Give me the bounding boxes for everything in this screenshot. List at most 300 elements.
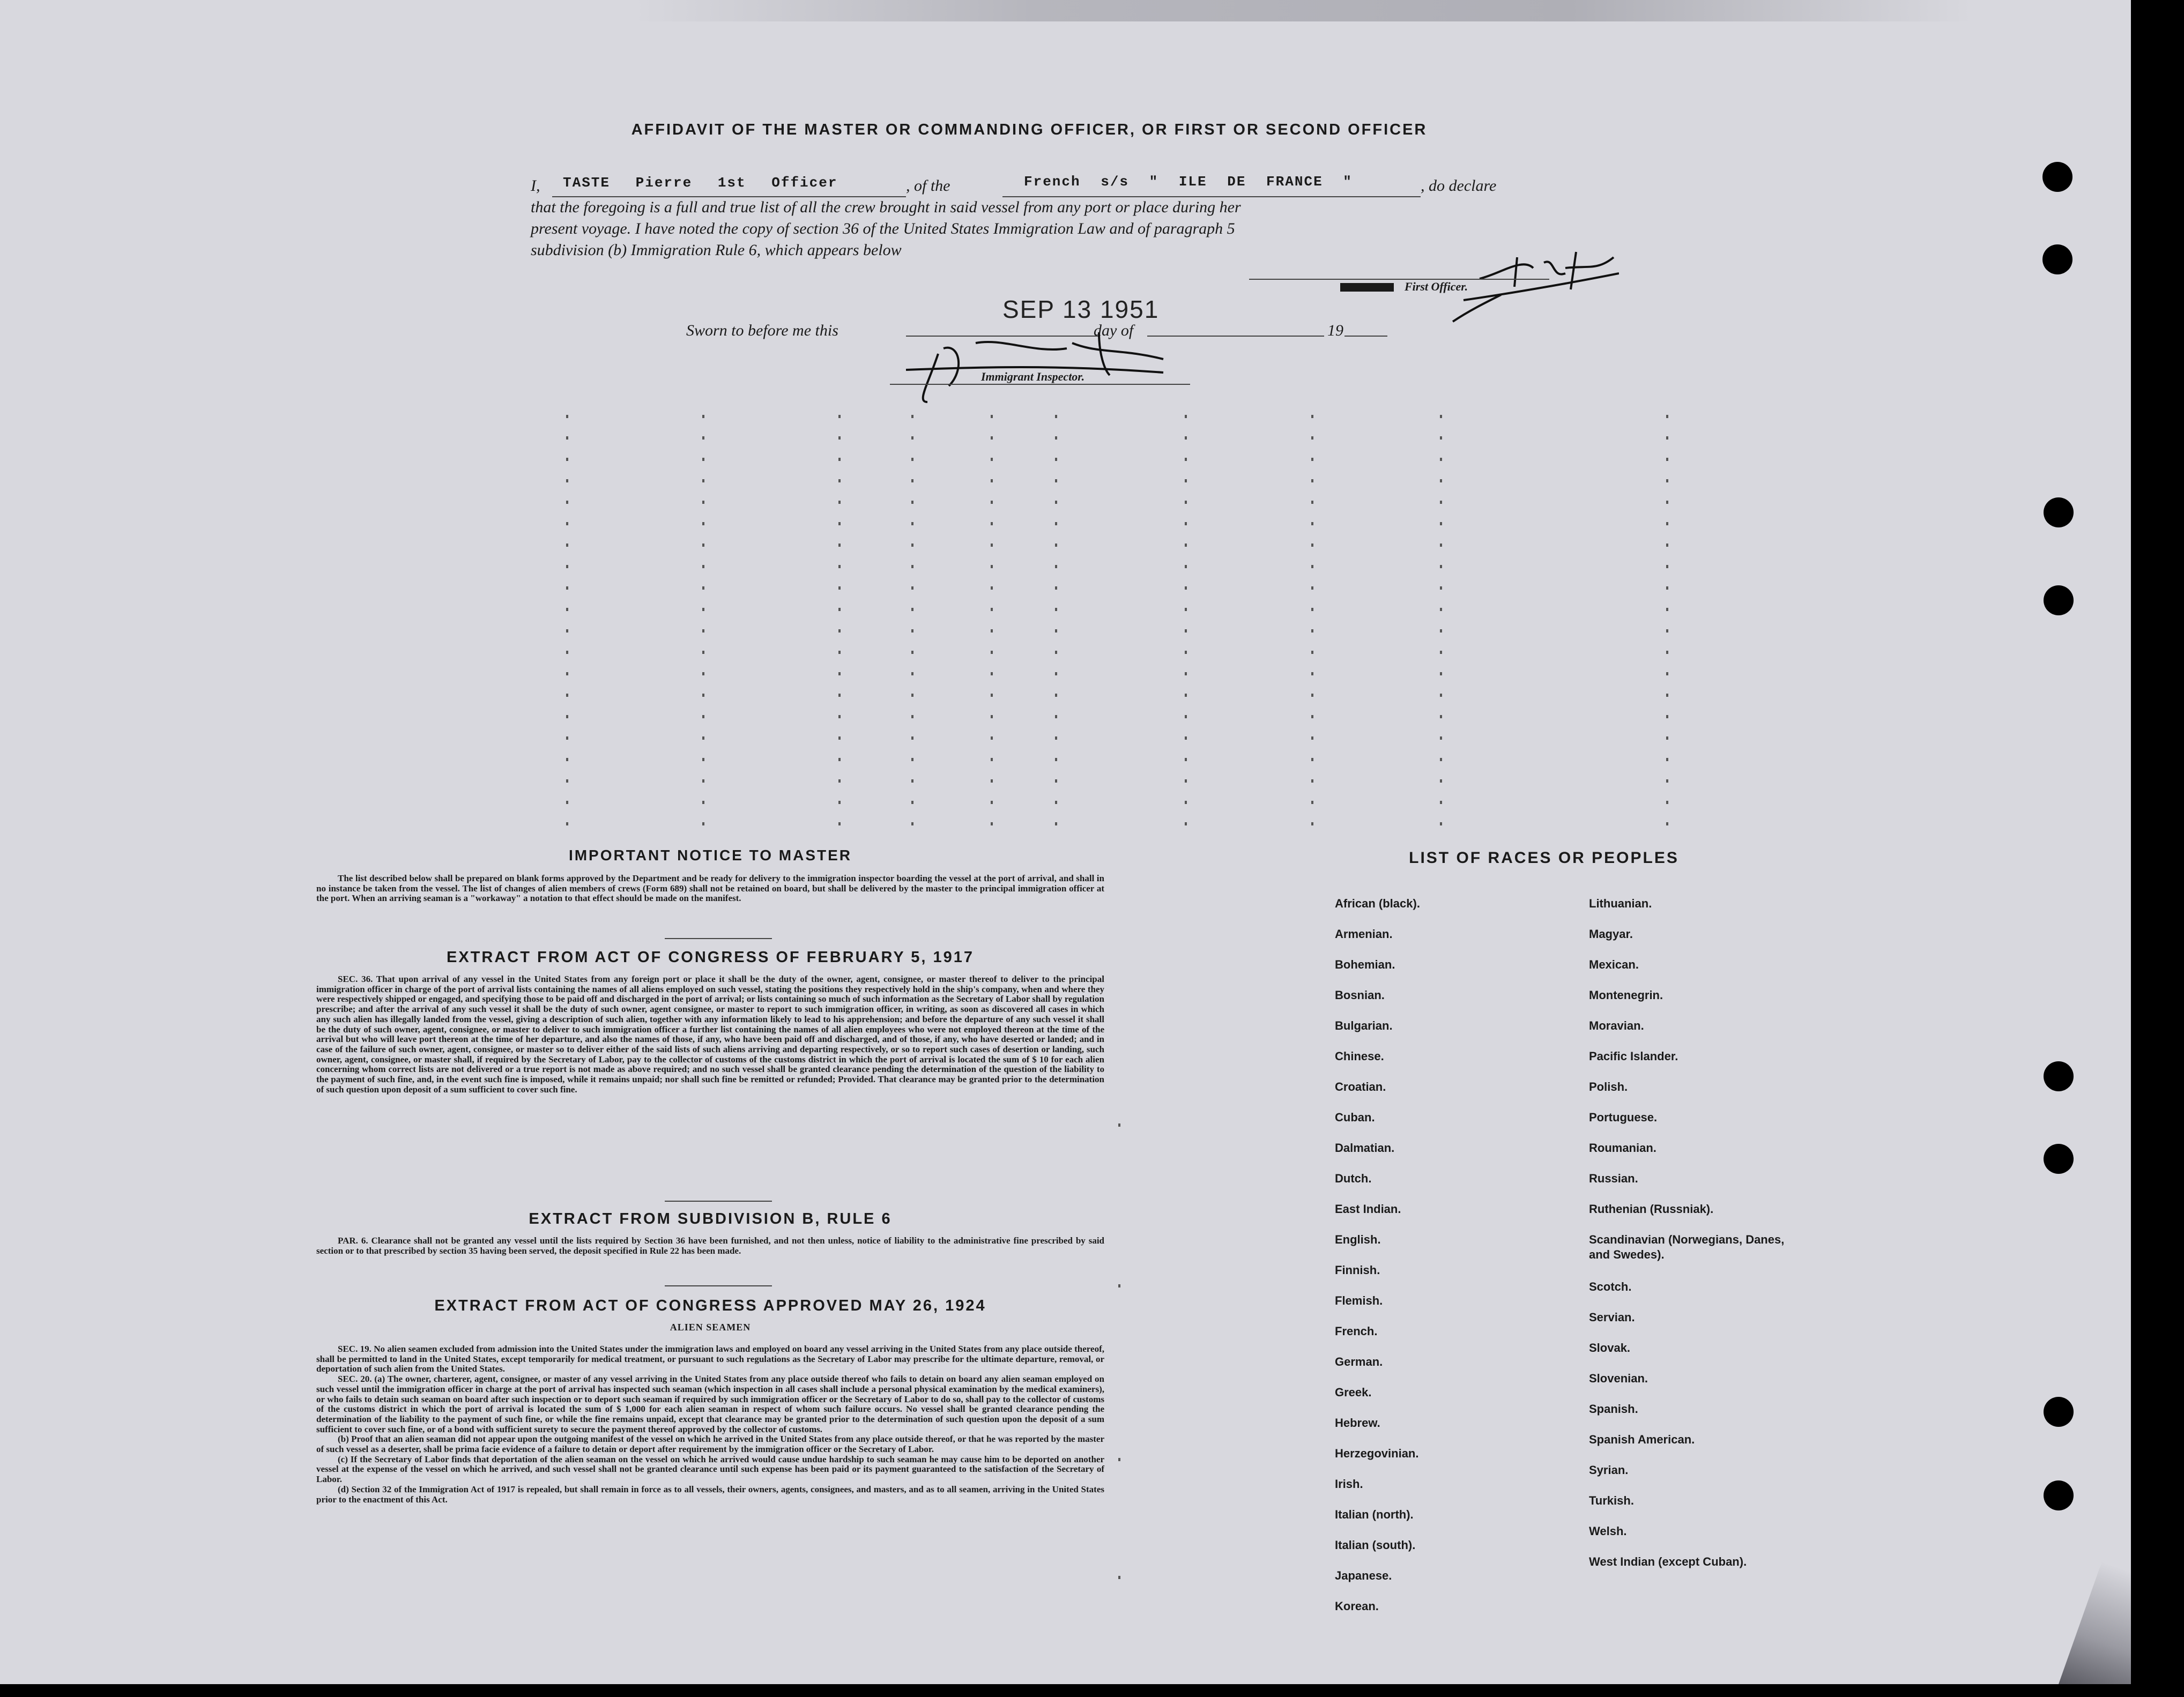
- officer-signature: [1340, 236, 1619, 327]
- race-col1-item: Armenian.: [1335, 927, 1393, 941]
- punch-hole: [2044, 1397, 2074, 1427]
- race-col2-item: Spanish.: [1589, 1402, 1638, 1416]
- race-col2-item: Russian.: [1589, 1172, 1638, 1185]
- guide-dot: [702, 436, 704, 440]
- pronoun-i: I,: [531, 177, 540, 195]
- guide-dot: [1118, 1576, 1120, 1579]
- guide-dot: [911, 629, 913, 632]
- guide-dot: [566, 736, 568, 740]
- guide-dot: [1311, 436, 1313, 440]
- inspector-label: Immigrant Inspector.: [981, 370, 1085, 383]
- guide-dot: [1185, 694, 1187, 697]
- race-col1-item: Cuban.: [1335, 1111, 1375, 1124]
- divider: [665, 1201, 772, 1202]
- punch-hole: [2044, 1144, 2074, 1174]
- guide-dot: [566, 522, 568, 525]
- guide-dot: [702, 544, 704, 547]
- guide-dot: [1311, 629, 1313, 632]
- guide-dot: [911, 608, 913, 611]
- guide-dot: [1185, 522, 1187, 525]
- race-col2-item: Spanish American.: [1589, 1433, 1695, 1446]
- guide-dot: [838, 651, 841, 654]
- guide-dot: [1311, 822, 1313, 825]
- guide-dot: [838, 822, 841, 825]
- punch-hole: [2042, 162, 2072, 192]
- guide-dot: [911, 544, 913, 547]
- rule6-title: EXTRACT FROM SUBDIVISION B, RULE 6: [529, 1210, 892, 1227]
- race-col2-item: West Indian (except Cuban).: [1589, 1555, 1747, 1568]
- guide-dot: [566, 608, 568, 611]
- guide-dot: [1666, 651, 1668, 654]
- guide-dot: [566, 544, 568, 547]
- sec20b-paragraph: (b) Proof that an alien seaman did not appear upon the outgoing manifest of the vessel on which he arrived in the United States from any place outside thereof, or that he was reported by the master of such vessel as a deserter, shall be prima facie evidence of a failure to detain or deport after requirement by the immigration officer or the Secretary of Labor.: [316, 1434, 1104, 1455]
- guide-dot: [1440, 415, 1442, 418]
- race-col1-item: Greek.: [1335, 1386, 1372, 1399]
- guide-dot: [1440, 779, 1442, 783]
- guide-dot: [991, 522, 993, 525]
- guide-dot: [991, 629, 993, 632]
- guide-dot: [1185, 544, 1187, 547]
- race-col2-item: Mexican.: [1589, 958, 1639, 971]
- guide-dot: [566, 779, 568, 783]
- guide-dot: [911, 501, 913, 504]
- guide-dot: [1055, 608, 1057, 611]
- guide-dot: [702, 501, 704, 504]
- guide-dot: [1666, 629, 1668, 632]
- race-col1-item: Dutch.: [1335, 1172, 1372, 1185]
- guide-dot: [838, 458, 841, 461]
- guide-dot: [566, 501, 568, 504]
- divider: [665, 938, 772, 939]
- guide-dot: [1440, 565, 1442, 568]
- guide-dot: [991, 458, 993, 461]
- race-col1-item: Finnish.: [1335, 1263, 1380, 1277]
- guide-dot: [566, 458, 568, 461]
- guide-dot: [991, 586, 993, 590]
- guide-dot: [838, 758, 841, 761]
- guide-dot: [1185, 822, 1187, 825]
- guide-dot: [1311, 801, 1313, 804]
- guide-dot: [1666, 694, 1668, 697]
- guide-dot: [911, 651, 913, 654]
- guide-dot: [1055, 415, 1057, 418]
- race-col2-item: Montenegrin.: [1589, 988, 1663, 1002]
- guide-dot: [1055, 522, 1057, 525]
- guide-dot: [1440, 758, 1442, 761]
- guide-dot: [991, 479, 993, 482]
- guide-dot: [1185, 801, 1187, 804]
- guide-dot: [702, 522, 704, 525]
- affidavit-line2: that the foregoing is a full and true list of all the crew brought in said vessel from any port or place during her: [531, 198, 1241, 216]
- race-col1-item: Chinese.: [1335, 1050, 1384, 1063]
- guide-dot: [838, 565, 841, 568]
- race-col1-item: East Indian.: [1335, 1202, 1401, 1216]
- race-col2-item: Slovenian.: [1589, 1372, 1648, 1385]
- punch-hole: [2044, 497, 2074, 527]
- guide-dot: [1666, 436, 1668, 440]
- year-underline: [1344, 336, 1387, 337]
- race-col1-item: Bosnian.: [1335, 988, 1385, 1002]
- guide-dot: [911, 522, 913, 525]
- guide-dot: [991, 736, 993, 740]
- race-col2-item: Welsh.: [1589, 1524, 1627, 1538]
- officer-title: First Officer.: [1405, 280, 1468, 293]
- guide-dot: [1311, 479, 1313, 482]
- guide-dot: [1185, 586, 1187, 590]
- guide-dot: [1440, 651, 1442, 654]
- guide-dot: [1055, 801, 1057, 804]
- guide-dot: [1440, 608, 1442, 611]
- sec20c-paragraph: (c) If the Secretary of Labor finds that deportation of the alien seaman on the vessel on which he arrived would cause undue hardship to such seaman he may cause him to be deported on another vessel at the expense of the vessel on which he arrived, and such vessel shall not be granted clearance until such expense has been paid or its payment guaranteed to the satisfaction of the Secretary of Labor.: [316, 1454, 1104, 1485]
- guide-dot: [991, 694, 993, 697]
- race-col1-item: English.: [1335, 1233, 1381, 1246]
- guide-dot: [991, 801, 993, 804]
- officer-signature-line: [1249, 279, 1549, 280]
- guide-dot: [1311, 501, 1313, 504]
- race-col2-item: Ruthenian (Russniak).: [1589, 1202, 1714, 1216]
- guide-dot: [566, 565, 568, 568]
- race-col1-item: Italian (north).: [1335, 1508, 1414, 1521]
- guide-dot: [702, 694, 704, 697]
- guide-dot: [991, 501, 993, 504]
- guide-dot: [1185, 479, 1187, 482]
- guide-dot: [1440, 694, 1442, 697]
- guide-dot: [1440, 715, 1442, 718]
- guide-dot: [991, 565, 993, 568]
- race-col2-item: Pacific Islander.: [1589, 1050, 1678, 1063]
- guide-dot: [991, 822, 993, 825]
- guide-dot: [566, 822, 568, 825]
- guide-dot: [1440, 522, 1442, 525]
- guide-dot: [1311, 736, 1313, 740]
- guide-dot: [1311, 672, 1313, 675]
- guide-dot: [702, 672, 704, 675]
- sec20a-paragraph: SEC. 20. (a) The owner, charterer, agent, consignee, or master of any vessel arriving in the United States from any place outside thereof who fails to detain on board any alien seaman employed on such vessel until the immigration officer in charge at the port of arrival has inspected such seaman (which inspection in all cases shall include a personal physical examination by the medical examiners), or who fails to detain such seaman on board after such inspection or to deport such seaman if required by such immigration officer or the Secretary of Labor to do so, shall pay to the collector of customs of the customs district in which the port of arrival is located the sum of $ 1,000 for each alien seaman in respect of whom such failure occurs. No vessel shall be granted clearance pending the determination of the liability to the payment of such fine, or while the fine remains unpaid, except that clearance may be granted prior to the determination of such question upon the deposit of a sum sufficient to cover such fine, or of a bond with sufficient surety to secure the payment thereof approved by the collector of customs.: [316, 1374, 1104, 1434]
- race-col1-item: German.: [1335, 1355, 1383, 1368]
- punch-hole: [2044, 1480, 2074, 1510]
- guide-dot: [1055, 436, 1057, 440]
- guide-dot: [838, 501, 841, 504]
- race-col1-item: Dalmatian.: [1335, 1141, 1395, 1155]
- guide-dot: [1666, 758, 1668, 761]
- race-col1-item: Hebrew.: [1335, 1416, 1380, 1430]
- extract-1924-body: [316, 1344, 1104, 1505]
- guide-dot: [1311, 586, 1313, 590]
- guide-dot: [566, 672, 568, 675]
- guide-dot: [1118, 1284, 1120, 1287]
- day-of-label: day of: [1094, 322, 1134, 339]
- guide-dot: [911, 479, 913, 482]
- notice-paragraph: The list described below shall be prepared on blank forms approved by the Department and be ready for delivery to the immigration inspector boarding the vessel at the port of arrival, and shall in no instance be taken from the vessel. The list of changes of alien members of crews (Form 689) shall not be retained on board, but shall be delivered by the master to the principal immigration officer at the port. When an arriving seaman is a "workaway" a notation to that effect should be made on the manifest.: [316, 873, 1104, 904]
- guide-dot: [1185, 565, 1187, 568]
- inspector-signature: [895, 322, 1185, 407]
- guide-dot: [838, 544, 841, 547]
- guide-dot: [911, 415, 913, 418]
- guide-dot: [566, 801, 568, 804]
- race-col1-item: Herzegovinian.: [1335, 1447, 1419, 1460]
- guide-dot: [1055, 736, 1057, 740]
- guide-dot: [1440, 736, 1442, 740]
- sec20d-paragraph: (d) Section 32 of the Immigration Act of 1917 is repealed, but shall remain in force as to all vessels, their owners, agents, consignees, and masters, and as to all seamen, arriving in the United States prior to the enactment of this Act.: [316, 1484, 1104, 1505]
- year-label: 19: [1327, 322, 1343, 339]
- guide-dot: [702, 651, 704, 654]
- guide-dot: [1185, 715, 1187, 718]
- guide-dot: [1055, 758, 1057, 761]
- guide-dot: [1440, 544, 1442, 547]
- extract-1924-title: EXTRACT FROM ACT OF CONGRESS APPROVED MAY 26, 1924: [434, 1297, 986, 1314]
- guide-dot: [702, 801, 704, 804]
- sec19-paragraph: SEC. 19. No alien seamen excluded from admission into the United States under the immigration laws and employed on board any vessel arriving in the United States from any place outside thereof, shall be permitted to land in the United States, except temporarily for medical treatment, or pursuant to such regulations as the Secretary of Labor may prescribe for the ultimate departure, removal, or deportation of such alien from the United States.: [316, 1344, 1104, 1374]
- affidavit-line1: [531, 174, 1539, 198]
- guide-dot: [1666, 479, 1668, 482]
- guide-dot: [1440, 586, 1442, 590]
- guide-dot: [1311, 758, 1313, 761]
- do-declare-label: , do declare: [1421, 177, 1497, 195]
- guide-dot: [1666, 736, 1668, 740]
- race-col2-item: Moravian.: [1589, 1019, 1644, 1032]
- extract-1924-subtitle: ALIEN SEAMEN: [670, 1322, 751, 1333]
- rule6-paragraph: PAR. 6. Clearance shall not be granted any vessel until the lists required by Section 36 have been furnished, and not then unless, notice of liability to the administrative fine prescribed by said section or to that prescribed by section 35 having been served, the deposit specified in Rule 22 has been made.: [316, 1235, 1104, 1256]
- guide-dot: [702, 629, 704, 632]
- race-col2-item: Lithuanian.: [1589, 897, 1652, 910]
- guide-dot: [566, 629, 568, 632]
- guide-dot: [1185, 651, 1187, 654]
- extract-1917-paragraph: SEC. 36. That upon arrival of any vessel in the United States from any foreign port or place it shall be the duty of the owner, agent, consignee, or master thereof to deliver to the principal immigration officer in charge of the port of arrival lists containing the names of all aliens employed on such vessel, stating the positions they respectively hold in the ship's company, when and where they were respectively shipped or engaged, and specifying those to be paid off and discharged in the port of arrival; or lists containing so much of such information as the Secretary of Labor shall by regulation prescribe; and after the arrival of any such vessel it shall be the duty of such owner, agent consignee, or master to report to such immigration officer, in writing, as soon as discovered all cases in which any such alien has illegally landed from the vessel, giving a description of such alien, together with any information likely to lead to his apprehension; and before the departure of any such vessel it shall be the duty of such owner, agent, consignee, or master to deliver to such immigration officer a further list containing the names of all alien employees who were not employed thereon at the time of the arrival but who will leave port thereon at the time of her departure, and also the names of those, if any, who have been paid off and discharged, and of those, if any, who have deserted or landed; and in case of the failure of such owner, agent, consignee, or master so to deliver either of the said lists of such aliens arriving and departing respectively, or so to report such cases of desertion or landing, such owner, agent, consignee, or master shall, if required by the Secretary of Labor, pay to the collector of customs of the customs district in which the port of arrival is located the sum of $ 10 for each alien concerning whom correct lists are not delivered or a true report is not made as above required; and no such vessel shall be granted clearance pending the determination of the question of the liability to the payment of such fine, and, in the event such fine is imposed, while it remains unpaid; nor shall such fine be remitted or refunded; Provided. That clearance may be granted prior to the determination of such question upon deposit of a sum sufficient to cover such fine.: [316, 974, 1104, 1095]
- guide-dot: [911, 436, 913, 440]
- guide-dot: [702, 565, 704, 568]
- guide-dot: [702, 479, 704, 482]
- race-col2-item: Servian.: [1589, 1311, 1635, 1324]
- guide-dot: [1055, 694, 1057, 697]
- guide-dot: [566, 586, 568, 590]
- guide-dot: [991, 672, 993, 675]
- guide-dot: [1666, 801, 1668, 804]
- guide-dot: [1666, 608, 1668, 611]
- guide-dot: [838, 608, 841, 611]
- guide-dot: [1055, 586, 1057, 590]
- extract-1917-title: EXTRACT FROM ACT OF CONGRESS OF FEBRUARY 5, 1917: [446, 949, 975, 966]
- guide-dot: [1311, 779, 1313, 783]
- guide-dot: [1311, 544, 1313, 547]
- guide-dot: [911, 736, 913, 740]
- guide-dot: [911, 822, 913, 825]
- punch-hole: [2044, 585, 2074, 615]
- guide-dot: [1055, 479, 1057, 482]
- guide-dot: [838, 801, 841, 804]
- race-col1-item: Japanese.: [1335, 1569, 1392, 1582]
- guide-dot: [1311, 522, 1313, 525]
- guide-dot: [566, 651, 568, 654]
- guide-dot: [1666, 565, 1668, 568]
- guide-dot: [911, 586, 913, 590]
- guide-dot: [1055, 779, 1057, 783]
- guide-dot: [1666, 501, 1668, 504]
- guide-dot: [1666, 779, 1668, 783]
- guide-dot: [1666, 822, 1668, 825]
- race-col1-item: Bohemian.: [1335, 958, 1395, 971]
- race-col1-item: Korean.: [1335, 1599, 1379, 1613]
- guide-dot: [1311, 651, 1313, 654]
- guide-dot: [991, 651, 993, 654]
- guide-dot: [838, 736, 841, 740]
- guide-dot: [911, 694, 913, 697]
- guide-dot: [1440, 672, 1442, 675]
- guide-dot: [702, 586, 704, 590]
- guide-dot: [1055, 715, 1057, 718]
- guide-dot: [1118, 1123, 1120, 1127]
- guide-dot: [1118, 1458, 1120, 1461]
- of-the-label: , of the: [906, 177, 950, 195]
- guide-dot: [1185, 736, 1187, 740]
- guide-dot: [838, 694, 841, 697]
- race-col2-item: Slovak.: [1589, 1341, 1631, 1354]
- guide-dot: [702, 822, 704, 825]
- guide-dot: [911, 565, 913, 568]
- page-curl: [2059, 1479, 2131, 1684]
- race-col1-item: Bulgarian.: [1335, 1019, 1393, 1032]
- guide-dot: [1055, 672, 1057, 675]
- guide-dot: [702, 458, 704, 461]
- guide-dot: [702, 779, 704, 783]
- guide-dot: [991, 608, 993, 611]
- guide-dot: [1440, 458, 1442, 461]
- guide-dot: [1055, 629, 1057, 632]
- notice-title: IMPORTANT NOTICE TO MASTER: [568, 847, 852, 864]
- guide-dot: [1666, 672, 1668, 675]
- guide-dot: [1311, 608, 1313, 611]
- guide-dot: [566, 415, 568, 418]
- punch-hole: [2044, 1061, 2074, 1091]
- guide-dot: [1666, 522, 1668, 525]
- guide-dot: [566, 758, 568, 761]
- guide-dot: [566, 715, 568, 718]
- guide-dot: [991, 715, 993, 718]
- guide-dot: [991, 779, 993, 783]
- date-stamp: SEP 13 1951: [1002, 295, 1160, 323]
- guide-dot: [1440, 479, 1442, 482]
- guide-dot: [911, 458, 913, 461]
- guide-dot: [1055, 501, 1057, 504]
- guide-dot: [1185, 779, 1187, 783]
- officer-name-field: TASTE Pierre 1st Officer: [563, 175, 838, 191]
- affidavit-line3: present voyage. I have noted the copy of section 36 of the United States Immigration Law and of paragraph 5: [531, 220, 1235, 237]
- guide-dot: [991, 415, 993, 418]
- guide-dot: [1311, 458, 1313, 461]
- guide-dot: [1185, 415, 1187, 418]
- guide-dot: [566, 436, 568, 440]
- guide-dot: [1311, 415, 1313, 418]
- guide-dot: [1185, 608, 1187, 611]
- guide-dot: [1055, 565, 1057, 568]
- guide-dot: [702, 608, 704, 611]
- guide-dot: [1185, 758, 1187, 761]
- race-col2-item: Scandinavian (Norwegians, Danes, and Swedes).: [1589, 1233, 1785, 1261]
- guide-dot: [838, 415, 841, 418]
- races-title: LIST OF RACES OR PEOPLES: [1409, 849, 1679, 867]
- affidavit-title: AFFIDAVIT OF THE MASTER OR COMMANDING OFFICER, OR FIRST OR SECOND OFFICER: [631, 121, 1428, 138]
- punch-hole: [2042, 244, 2072, 274]
- guide-dot: [1055, 651, 1057, 654]
- guide-dot: [1055, 458, 1057, 461]
- guide-dot: [991, 758, 993, 761]
- guide-dot: [1311, 715, 1313, 718]
- race-col1-item: Flemish.: [1335, 1294, 1383, 1307]
- vessel-underline: [1002, 196, 1421, 197]
- guide-dot: [1440, 629, 1442, 632]
- rule6-body: [316, 1236, 1104, 1256]
- guide-dot: [1666, 715, 1668, 718]
- guide-dot: [838, 629, 841, 632]
- guide-dot: [838, 522, 841, 525]
- race-col2-item: Roumanian.: [1589, 1141, 1656, 1155]
- guide-dot: [991, 544, 993, 547]
- guide-dot: [702, 758, 704, 761]
- guide-dot: [838, 586, 841, 590]
- officer-name-underline: [552, 196, 906, 197]
- guide-dot: [1666, 544, 1668, 547]
- affidavit-line4: subdivision (b) Immigration Rule 6, which appears below: [531, 241, 902, 259]
- guide-dot: [702, 715, 704, 718]
- guide-dot: [838, 479, 841, 482]
- guide-dot: [838, 779, 841, 783]
- guide-dot: [1185, 629, 1187, 632]
- race-col2-item: Syrian.: [1589, 1463, 1629, 1477]
- guide-dot: [1311, 565, 1313, 568]
- guide-dot: [1185, 501, 1187, 504]
- race-col1-item: African (black).: [1335, 897, 1420, 910]
- guide-dot: [911, 779, 913, 783]
- guide-dot: [1440, 822, 1442, 825]
- strike-block: [1340, 283, 1394, 292]
- guide-dot: [911, 758, 913, 761]
- guide-dot: [838, 436, 841, 440]
- guide-dot: [702, 736, 704, 740]
- guide-dot: [1666, 415, 1668, 418]
- race-col2-item: Turkish.: [1589, 1494, 1634, 1507]
- guide-dot: [991, 436, 993, 440]
- race-col2-item: Portuguese.: [1589, 1111, 1658, 1124]
- guide-dot: [1440, 801, 1442, 804]
- guide-dot: [1311, 694, 1313, 697]
- race-col2-item: Polish.: [1589, 1080, 1628, 1093]
- race-col2-item: Magyar.: [1589, 927, 1633, 941]
- guide-dot: [1666, 586, 1668, 590]
- guide-dot: [566, 694, 568, 697]
- inspector-signature-line: [890, 384, 1190, 385]
- guide-dot: [838, 672, 841, 675]
- extract-1917-body: [316, 974, 1104, 1095]
- guide-dot: [702, 415, 704, 418]
- race-col1-item: Italian (south).: [1335, 1538, 1416, 1552]
- guide-dot: [1185, 436, 1187, 440]
- guide-dot: [1440, 436, 1442, 440]
- race-col2-item: Scotch.: [1589, 1280, 1632, 1293]
- bleed-through-marks: [633, 0, 1973, 21]
- race-col1-item: Irish.: [1335, 1477, 1363, 1491]
- guide-dot: [1666, 458, 1668, 461]
- divider: [665, 1285, 772, 1286]
- guide-dot: [1055, 822, 1057, 825]
- guide-dot: [1055, 544, 1057, 547]
- race-col1-item: Croatian.: [1335, 1080, 1386, 1093]
- guide-dot: [911, 801, 913, 804]
- race-col1-item: French.: [1335, 1324, 1378, 1338]
- vessel-name-field: French s/s " ILE DE FRANCE ": [1024, 174, 1353, 190]
- guide-dot: [566, 479, 568, 482]
- guide-dot: [911, 672, 913, 675]
- guide-dot: [1185, 672, 1187, 675]
- sworn-label: Sworn to before me this: [686, 322, 838, 339]
